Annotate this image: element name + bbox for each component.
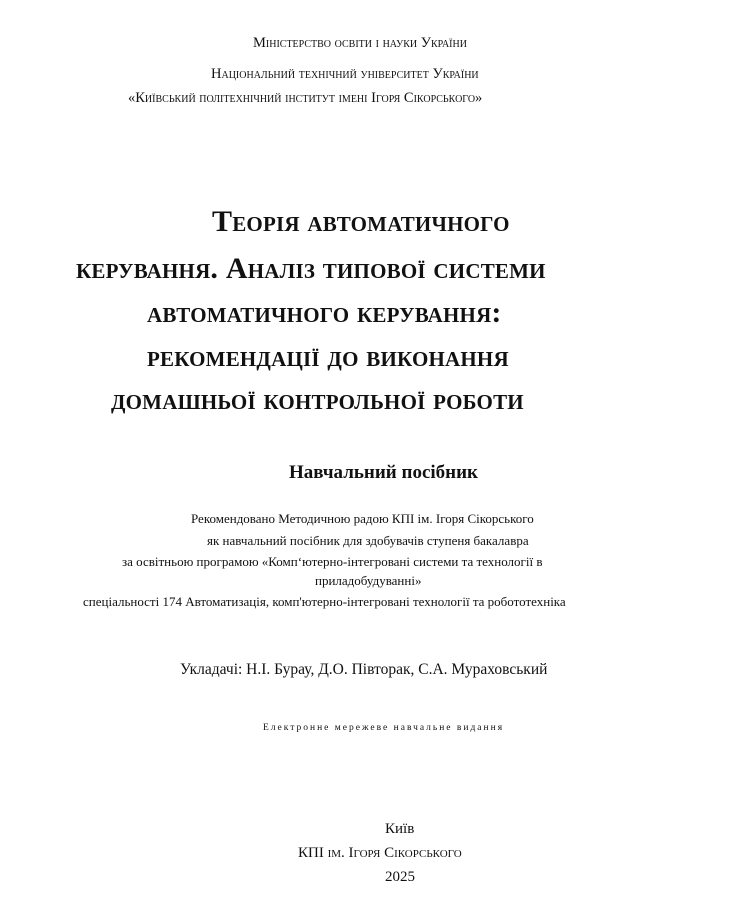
ministry-name: Міністерство освіти і науки України: [253, 35, 467, 51]
authors: Укладачі: Н.І. Бурау, Д.О. Півторак, С.А. Мураховський: [180, 661, 548, 678]
recommendation-line: приладобудуванні»: [315, 573, 422, 588]
recommendation-line: як навчальний посібник для здобувачів ступеня бакалавра: [207, 533, 529, 548]
title-line: домашньої контрольної роботи: [111, 383, 524, 416]
recommendation-line: за освітньою програмою «Комп‘ютерно-інтегровані системи та технології в: [122, 554, 543, 569]
title-line: рекомендації до виконання: [147, 340, 509, 373]
title-line: керування. Аналіз типової системи: [76, 252, 546, 285]
university-name-line2: «Київський політехнічний інститут імені Ігоря Сікорського»: [128, 90, 483, 106]
publisher: КПІ ім. Ігоря Сікорського: [298, 845, 462, 861]
edition-type: Електронне мережеве навчальне видання: [263, 723, 505, 733]
title-line: Теорія автоматичного: [212, 205, 510, 238]
title-line: автоматичного керування:: [147, 296, 502, 329]
recommendation-line: спеціальності 174 Автоматизація, комп'ютерно-інтегровані технології та робототехніка: [83, 594, 566, 609]
document-subtitle: Навчальний посібник: [289, 462, 478, 483]
publication-year: 2025: [385, 869, 415, 885]
publication-city: Київ: [385, 821, 415, 837]
university-name-line1: Національний технічний університет України: [211, 66, 479, 82]
recommendation-line: Рекомендовано Методичною радою КПІ ім. Ігоря Сікорського: [191, 511, 534, 526]
